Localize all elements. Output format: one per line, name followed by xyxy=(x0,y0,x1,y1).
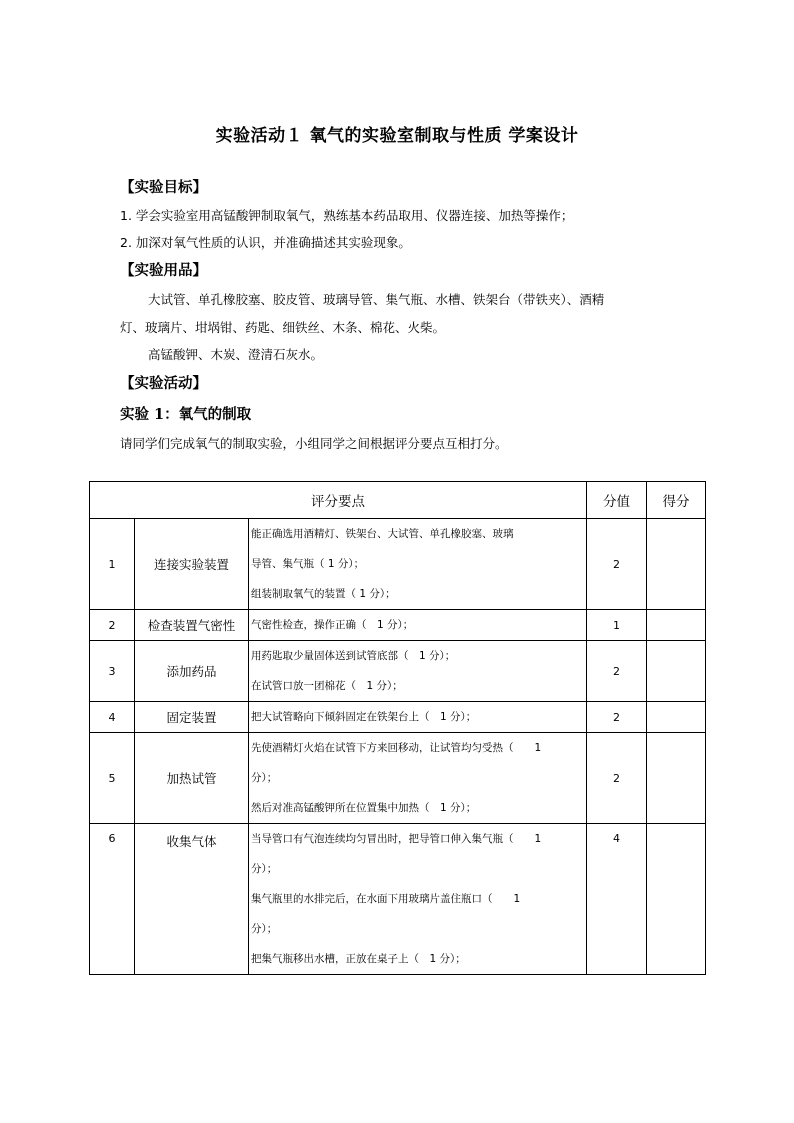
materials-line-2: 灯、玻璃片、坩埚钳、药匙、细铁丝、木条、棉花、火柴。 xyxy=(120,320,446,335)
row-got-input[interactable] xyxy=(647,641,706,702)
table-row xyxy=(90,641,706,702)
row-item: 收集气体 xyxy=(135,824,249,975)
desc-line: 把集气瓶移出水槽，正放在桌子上（ 1 分）； xyxy=(251,953,466,965)
row-description xyxy=(249,733,587,824)
table-row xyxy=(90,702,706,733)
section-goal-heading: 【实验目标】 xyxy=(120,180,207,196)
header-points: 评分要点 xyxy=(90,482,587,519)
row-item: 检查装置气密性 xyxy=(135,610,249,641)
scoring-table xyxy=(89,481,706,975)
row-number: 6 xyxy=(90,824,135,975)
desc-line: 用药匙取少量固体送到试管底部（ 1 分）； xyxy=(251,650,456,662)
desc-line: 然后对准高锰酸钾所在位置集中加热（ 1 分）； xyxy=(251,802,477,814)
row-got-input[interactable] xyxy=(647,702,706,733)
row-score: 2 xyxy=(587,702,647,733)
desc-line: 把大试管略向下倾斜固定在铁架台上（ 1 分）； xyxy=(251,711,477,723)
desc-line: 分）； xyxy=(251,863,278,875)
desc-line: 导管、集气瓶（ 1 分）； xyxy=(251,558,365,570)
desc-line: 分）； xyxy=(251,772,278,784)
row-number: 1 xyxy=(90,519,135,610)
experiment-1-intro: 请同学们完成氧气的制取实验，小组同学之间根据评分要点互相打分。 xyxy=(120,436,508,451)
row-score: 4 xyxy=(587,824,647,975)
goal-item-2: 2. 加深对氧气性质的认识，并准确描述其实验现象。 xyxy=(120,235,411,250)
row-got-input[interactable] xyxy=(647,824,706,975)
row-description xyxy=(249,641,587,702)
row-got-input[interactable] xyxy=(647,519,706,610)
desc-line: 当导管口有气泡连续均匀冒出时，把导管口伸入集气瓶（ 1 xyxy=(251,833,542,845)
desc-line: 在试管口放一团棉花（ 1 分）； xyxy=(251,680,403,692)
row-number: 2 xyxy=(90,610,135,641)
row-description xyxy=(249,519,587,610)
desc-line: 气密性检查，操作正确（ 1 分）； xyxy=(251,619,414,631)
table-row xyxy=(90,519,706,610)
row-item: 添加药品 xyxy=(135,641,249,702)
desc-line: 先使酒精灯火焰在试管下方来回移动，让试管均匀受热（ 1 xyxy=(251,742,542,754)
row-item: 加热试管 xyxy=(135,733,249,824)
materials-line-3: 高锰酸钾、木炭、澄清石灰水。 xyxy=(148,347,324,362)
header-score: 分值 xyxy=(587,482,647,519)
row-number: 3 xyxy=(90,641,135,702)
table-row xyxy=(90,824,706,975)
row-item: 连接实验装置 xyxy=(135,519,249,610)
materials-line-1: 大试管、单孔橡胶塞、胶皮管、玻璃导管、集气瓶、水槽、铁架台（带铁夹）、酒精 xyxy=(148,292,605,307)
desc-line: 组装制取氧气的装置（ 1 分）； xyxy=(251,588,396,600)
table-row xyxy=(90,733,706,824)
section-materials-heading: 【实验用品】 xyxy=(120,263,207,279)
row-number: 5 xyxy=(90,733,135,824)
row-got-input[interactable] xyxy=(647,733,706,824)
row-item: 固定装置 xyxy=(135,702,249,733)
row-description xyxy=(249,610,587,641)
row-score: 2 xyxy=(587,733,647,824)
document-title: 实验活动１ 氧气的实验室制取与性质 学案设计 xyxy=(215,126,579,146)
table-row xyxy=(90,610,706,641)
row-score: 2 xyxy=(587,519,647,610)
experiment-1-heading: 实验 1：氧气的制取 xyxy=(120,406,252,423)
desc-line: 集气瓶里的水排完后，在水面下用玻璃片盖住瓶口（ 1 xyxy=(251,893,521,905)
section-activity-heading: 【实验活动】 xyxy=(120,376,207,392)
row-description xyxy=(249,702,587,733)
row-number: 4 xyxy=(90,702,135,733)
desc-line: 能正确选用酒精灯、铁架台、大试管、单孔橡胶塞、玻璃 xyxy=(251,528,514,540)
header-got: 得分 xyxy=(647,482,706,519)
goal-item-1: 1. 学会实验室用高锰酸钾制取氧气，熟练基本药品取用、仪器连接、加热等操作； xyxy=(120,208,574,223)
row-score: 2 xyxy=(587,641,647,702)
row-got-input[interactable] xyxy=(647,610,706,641)
desc-line: 分）； xyxy=(251,923,278,935)
row-description xyxy=(249,824,587,975)
row-score: 1 xyxy=(587,610,647,641)
table-header-row xyxy=(90,482,706,519)
